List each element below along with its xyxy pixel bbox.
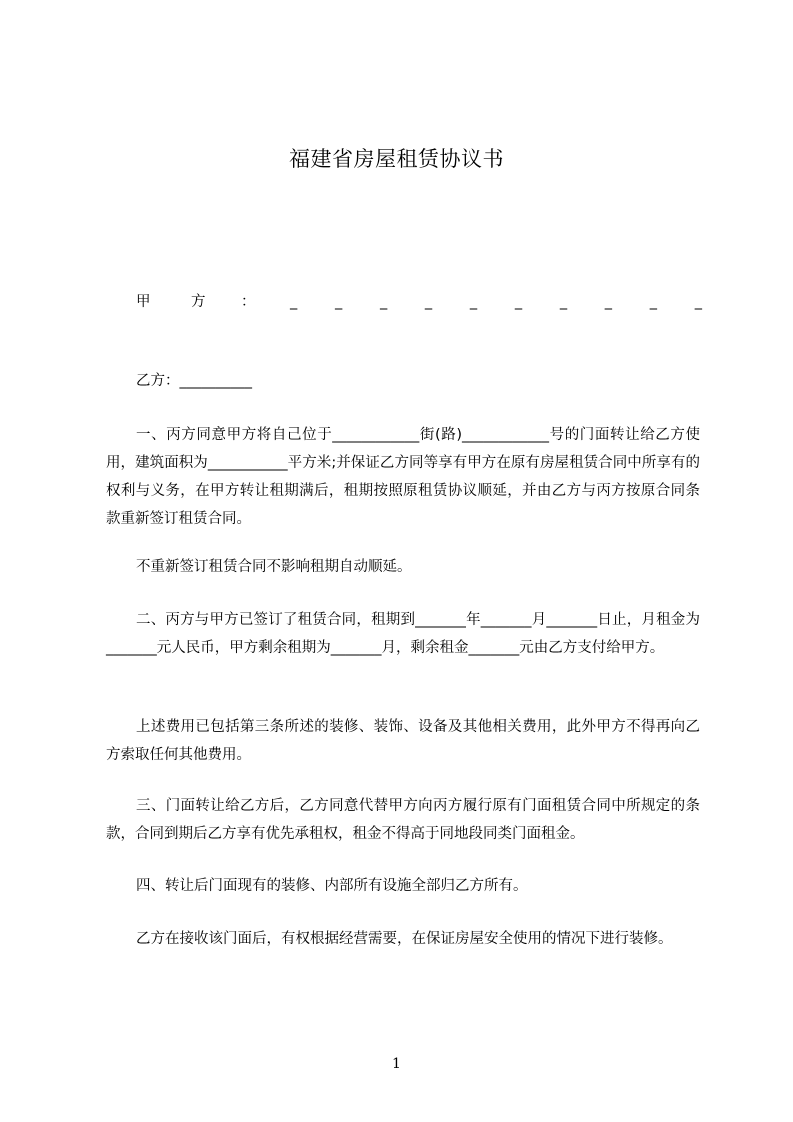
clause-2-note-paragraph: 上述费用已包括第三条所述的装修、装饰、设备及其他相关费用，此外甲方不得再向乙方索取任何其他费用。: [106, 719, 700, 763]
party-b-line: 乙方：__________: [136, 373, 252, 389]
document-title: 福建省房屋租赁协议书: [289, 147, 504, 171]
party-a-label-char-1: 甲: [136, 294, 151, 310]
party-a-colon: ：: [241, 294, 256, 310]
blank-mark: _: [334, 294, 343, 310]
clause-4-note-paragraph: 乙方在接收该门面后，有权根据经营需要，在保证房屋安全使用的情况下进行装修。: [136, 931, 673, 947]
clause-1-paragraph: 一、丙方同意甲方将自己位于____________街(路)____________号的门面转让给乙方使用，建筑面积为___________平方米;并保证乙方同等享有甲方在原有房屋租赁合同中所享有的权利与义务，在甲方转让租期满后，租期按照原租赁协议顺延，并由乙方与丙方按原合同条款重新签订租赁合同。: [106, 427, 700, 527]
clause-1-note-paragraph: 不重新签订租赁合同不影响租期自动顺延。: [136, 559, 412, 575]
blank-mark: _: [424, 294, 433, 310]
clause-3-paragraph: 三、门面转让给乙方后，乙方同意代替甲方向丙方履行原有门面租赁合同中所规定的条款，合同到期后乙方享有优先承租权，租金不得高于同地段同类门面租金。: [106, 798, 700, 842]
blank-mark: _: [379, 294, 388, 310]
blank-mark: _: [469, 294, 478, 310]
clause-2-paragraph: 二、丙方与甲方已签订了租赁合同，租期到_______年_______月_______日止，月租金为_______元人民币，甲方剩余租期为_______月，剩余租金_______元由乙方支付给甲方。: [106, 612, 700, 656]
blank-mark: _: [649, 294, 657, 310]
party-a-blank-line: [290, 292, 702, 312]
clause-4-paragraph: 四、转让后门面现有的装修、内部所有设施全部归乙方所有。: [136, 878, 528, 894]
blank-mark: _: [290, 294, 298, 310]
blank-mark: _: [604, 294, 613, 310]
blank-mark: _: [694, 294, 702, 310]
blank-mark: _: [514, 294, 523, 310]
blank-mark: _: [559, 294, 568, 310]
party-a-label-char-2: 方: [191, 294, 206, 310]
page-number: 1: [392, 1056, 401, 1072]
